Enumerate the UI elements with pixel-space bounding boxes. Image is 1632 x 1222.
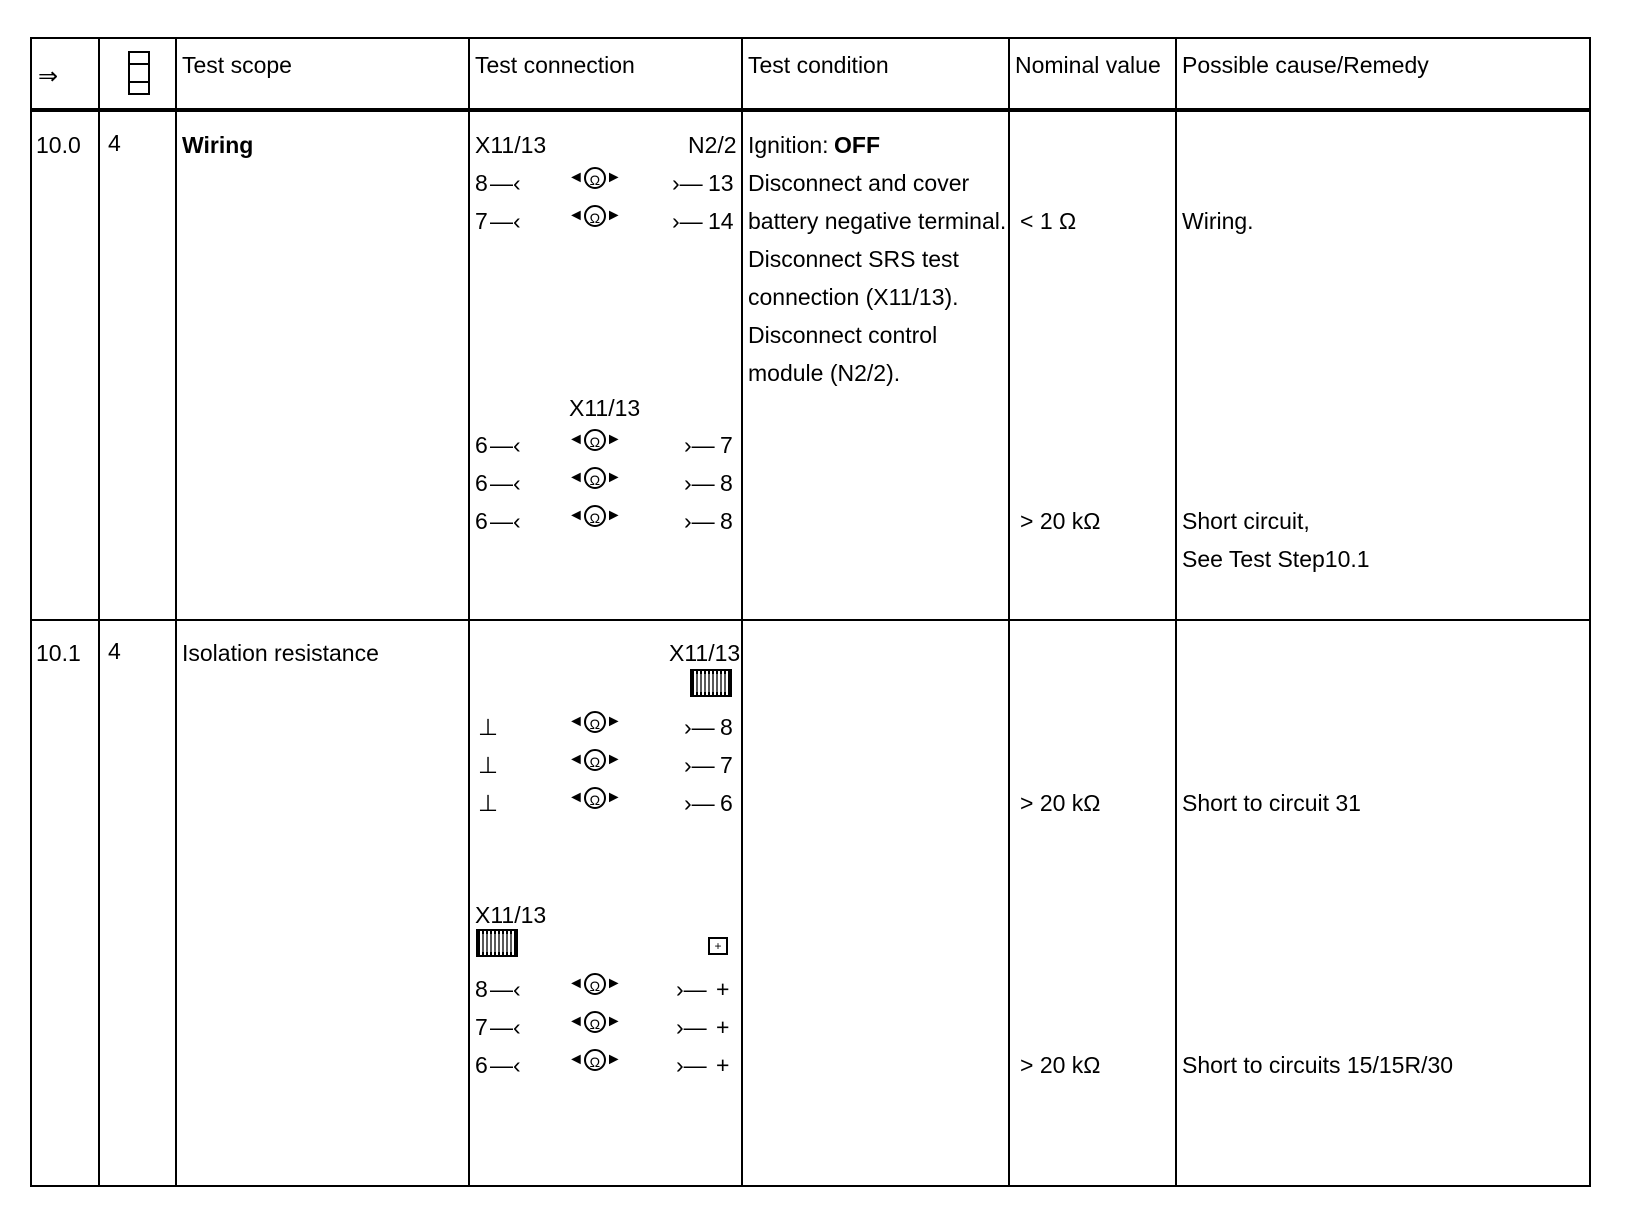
- condition-line: Disconnect SRS test: [748, 246, 959, 272]
- diagnostic-table: [30, 37, 1591, 1187]
- col-divider: [98, 39, 100, 1185]
- pin-left: 6: [475, 508, 488, 534]
- battery-icon: +: [708, 937, 728, 955]
- test-scope: Wiring: [182, 132, 254, 158]
- tester-number: 4: [108, 130, 121, 156]
- ohmmeter-icon: ◄ Ω ►: [568, 789, 622, 808]
- pin-right: 13: [708, 170, 734, 196]
- pin-left: 6: [475, 1052, 488, 1078]
- plug-symbol: ›—: [672, 170, 703, 196]
- plug-symbol: ›—: [676, 976, 707, 1002]
- header-test-connection: Test connection: [475, 52, 635, 78]
- header-divider: [32, 108, 1589, 112]
- pin-left: 6: [475, 470, 488, 496]
- plug-symbol: —‹: [490, 208, 521, 234]
- plug-symbol: ›—: [684, 432, 715, 458]
- col-divider: [1175, 39, 1177, 1185]
- col-divider: [175, 39, 177, 1185]
- step-number: 10.1: [36, 640, 81, 666]
- plug-symbol: ›—: [684, 790, 715, 816]
- nominal-value: > 20 kΩ: [1020, 790, 1101, 816]
- ohmmeter-icon: ◄ Ω ►: [568, 169, 622, 188]
- condition-line: Disconnect and cover: [748, 170, 970, 196]
- plug-symbol: ›—: [684, 508, 715, 534]
- pin-right: +: [716, 976, 730, 1002]
- pin-right: 8: [720, 714, 733, 740]
- ohmmeter-icon: ◄ Ω ►: [568, 207, 622, 226]
- pin-right: 7: [720, 752, 733, 778]
- ohmmeter-icon: ◄ Ω ►: [568, 507, 622, 526]
- cause-text: Short to circuits 15/15R/30: [1182, 1052, 1454, 1078]
- pin-right: 7: [720, 432, 733, 458]
- nominal-value: > 20 kΩ: [1020, 1052, 1101, 1078]
- condition-line: connection (X11/13).: [748, 284, 959, 310]
- pin-right: 6: [720, 790, 733, 816]
- pin-right: +: [716, 1052, 730, 1078]
- pin-left: 8: [475, 976, 488, 1002]
- connector-label: N2/2: [688, 132, 737, 158]
- pin-right: +: [716, 1014, 730, 1040]
- ohmmeter-icon: ◄ Ω ►: [568, 751, 622, 770]
- col-divider: [468, 39, 470, 1185]
- plug-symbol: —‹: [490, 432, 521, 458]
- cause-text: See Test Step10.1: [1182, 546, 1370, 572]
- condition-line: Disconnect control: [748, 322, 938, 348]
- tester-icon: [128, 51, 150, 95]
- step-number: 10.0: [36, 132, 81, 158]
- ohmmeter-icon: ◄ Ω ►: [568, 713, 622, 732]
- nominal-value: < 1 Ω: [1020, 208, 1077, 234]
- connector-icon: [690, 669, 732, 697]
- ohmmeter-icon: ◄ Ω ►: [568, 431, 622, 450]
- plug-symbol: ›—: [672, 208, 703, 234]
- pin-left: 6: [475, 432, 488, 458]
- plug-symbol: ›—: [676, 1052, 707, 1078]
- connector-label: X11/13: [475, 902, 547, 928]
- col-divider: [741, 39, 743, 1185]
- plug-symbol: ›—: [684, 470, 715, 496]
- ground-symbol: ⊥: [478, 714, 499, 740]
- plug-symbol: —‹: [490, 976, 521, 1002]
- header-test-scope: Test scope: [182, 52, 292, 78]
- pin-left: 7: [475, 1014, 488, 1040]
- plug-symbol: —‹: [490, 1014, 521, 1040]
- col-divider: [1008, 39, 1010, 1185]
- pin-left: 7: [475, 208, 488, 234]
- cause-text: Short circuit,: [1182, 508, 1310, 534]
- plug-symbol: ›—: [684, 714, 715, 740]
- connector-label: X11/13: [669, 640, 741, 666]
- pin-right: 14: [708, 208, 734, 234]
- pin-right: 8: [720, 470, 733, 496]
- ohmmeter-icon: ◄ Ω ►: [568, 975, 622, 994]
- cause-text: Wiring.: [1182, 208, 1254, 234]
- pin-right: 8: [720, 508, 733, 534]
- connector-icon: [476, 929, 518, 957]
- condition-line: battery negative terminal.: [748, 208, 1007, 234]
- ground-symbol: ⊥: [478, 790, 499, 816]
- tester-number: 4: [108, 638, 121, 664]
- ignition-label: Ignition:: [748, 132, 829, 158]
- plug-symbol: —‹: [490, 1052, 521, 1078]
- nominal-value: > 20 kΩ: [1020, 508, 1101, 534]
- header-test-condition: Test condition: [748, 52, 889, 78]
- ohmmeter-icon: ◄ Ω ►: [568, 469, 622, 488]
- ohmmeter-icon: ◄ Ω ►: [568, 1013, 622, 1032]
- plug-symbol: —‹: [490, 508, 521, 534]
- plug-symbol: ›—: [676, 1014, 707, 1040]
- condition-line: module (N2/2).: [748, 360, 901, 386]
- plug-symbol: ›—: [684, 752, 715, 778]
- pin-left: 8: [475, 170, 488, 196]
- row-divider: [32, 619, 1589, 621]
- test-scope: Isolation resistance: [182, 640, 379, 666]
- cause-text: Short to circuit 31: [1182, 790, 1361, 816]
- header-nominal-value: Nominal value: [1015, 52, 1161, 78]
- connector-label: X11/13: [475, 132, 547, 158]
- ignition-value: OFF: [834, 132, 880, 158]
- ohmmeter-icon: ◄ Ω ►: [568, 1051, 622, 1070]
- header-possible-cause: Possible cause/Remedy: [1182, 52, 1429, 78]
- connector-label: X11/13: [569, 395, 641, 421]
- plug-symbol: —‹: [490, 170, 521, 196]
- arrow-icon: ⇒: [38, 63, 59, 90]
- plug-symbol: —‹: [490, 470, 521, 496]
- ground-symbol: ⊥: [478, 752, 499, 778]
